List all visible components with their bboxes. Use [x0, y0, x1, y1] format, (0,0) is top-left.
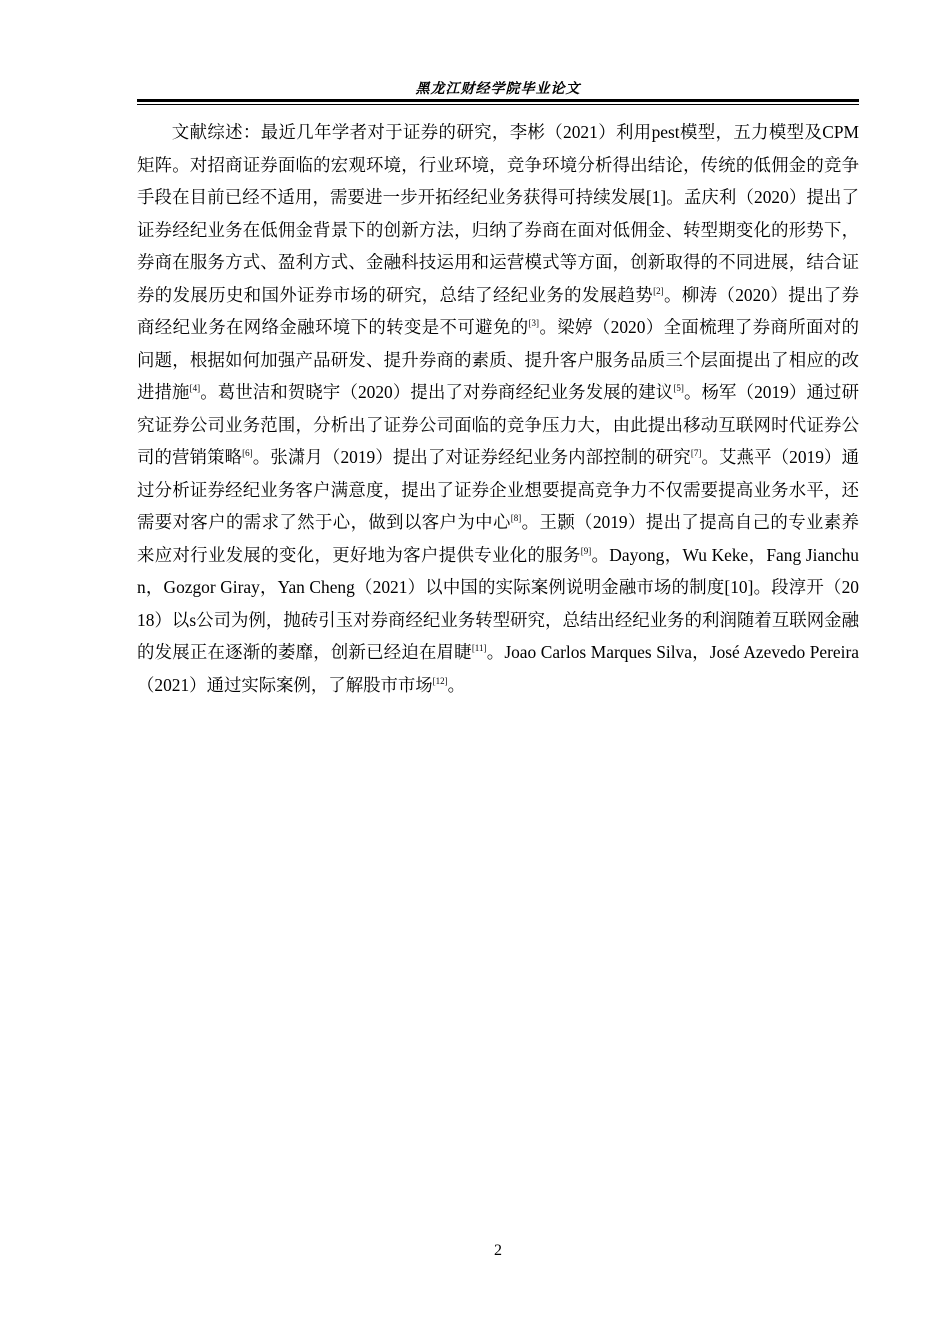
citation-superscript: [11]	[471, 643, 487, 654]
paragraph-text-run: 。葛世洁和贺晓宇（2020）提出了对券商经纪业务发展的建议	[200, 382, 674, 402]
paragraph-text-run: 。Dayong，Wu Keke，Fang Jianchun，Gozgor Giray，Yan Cheng（2021）以中国的实际案例说明金融市场的制度[10]。段淳开（2018）以s公司为例，抛砖引玉对券商经纪业务转型研究，总结出经纪业务的利润随着互联网金融的发展正在逐渐的萎靡，创新已经迫在眉睫	[137, 544, 859, 662]
citation-superscript: [3]	[528, 318, 540, 329]
literature-review-paragraph	[137, 116, 859, 701]
citation-superscript: [12]	[432, 675, 448, 686]
paragraph-text-run: 文献综述：最近几年学者对于证券的研究，李彬（2021）利用pest模型，五力模型及CPM矩阵。对招商证券面临的宏观环境，行业环境，竞争环境分析得出结论，传统的低佣金的竞争手段在目前已经不适用，需要进一步开拓经纪业务获得可持续发展[1]。孟庆利（2020）提出了证券经纪业务在低佣金背景下的创新方法，归纳了券商在面对低佣金、转型期变化的形势下，券商在服务方式、盈利方式、金融科技运用和运营模式等方面，创新取得的不同进展，结合证券的发展历史和国外证券市场的研究，总结了经纪业务的发展趋势	[137, 122, 859, 305]
paragraph-text-run: 。张潇月（2019）提出了对证券经纪业务内部控制的研究	[252, 447, 691, 467]
header-rule-thin	[137, 104, 859, 105]
paragraph-text-run: 。王颢（2019）提出了提高自己的专业素养来应对行业发展的变化，更好地为客户提供专业化的服务	[137, 512, 859, 565]
citation-superscript: [5]	[673, 383, 684, 394]
citation-superscript: [9]	[580, 545, 592, 556]
paragraph-text-run: 。柳涛（2020）提出了券商经纪业务在网络金融环境下的转变是不可避免的	[137, 284, 859, 337]
paragraph-text-run: 。杨军（2019）通过研究证券公司业务范围，分析出了证券公司面临的竞争压力大，由此提出移动互联网时代证券公司的营销策略	[137, 382, 859, 467]
paragraph-text-run: 。Joao Carlos Marques Silva，José Azevedo Pereira（2021）通过实际案例，了解股市市场	[137, 642, 859, 695]
paragraph-text-run: 。艾燕平（2019）通过分析证券经纪业务客户满意度，提出了证券企业想要提高竞争力不仅需要提高业务水平，还需要对客户的需求了然于心，做到以客户为中心	[137, 447, 859, 532]
citation-superscript: [4]	[189, 383, 201, 394]
header-rule-thick	[137, 99, 859, 102]
citation-superscript: [2]	[653, 285, 664, 296]
paragraph-text-run: 。	[447, 674, 466, 695]
header-title: 黑龙江财经学院毕业论文	[415, 81, 581, 97]
citation-superscript: [7]	[690, 448, 702, 459]
paragraph-text-run: 。梁婷（2020）全面梳理了券商所面对的问题，根据如何加强产品研发、提升券商的素质、提升客户服务品质三个层面提出了相应的改进措施	[137, 317, 859, 402]
citation-superscript: [6]	[242, 448, 253, 459]
page-number: 2	[494, 1242, 502, 1259]
citation-superscript: [8]	[510, 513, 522, 524]
